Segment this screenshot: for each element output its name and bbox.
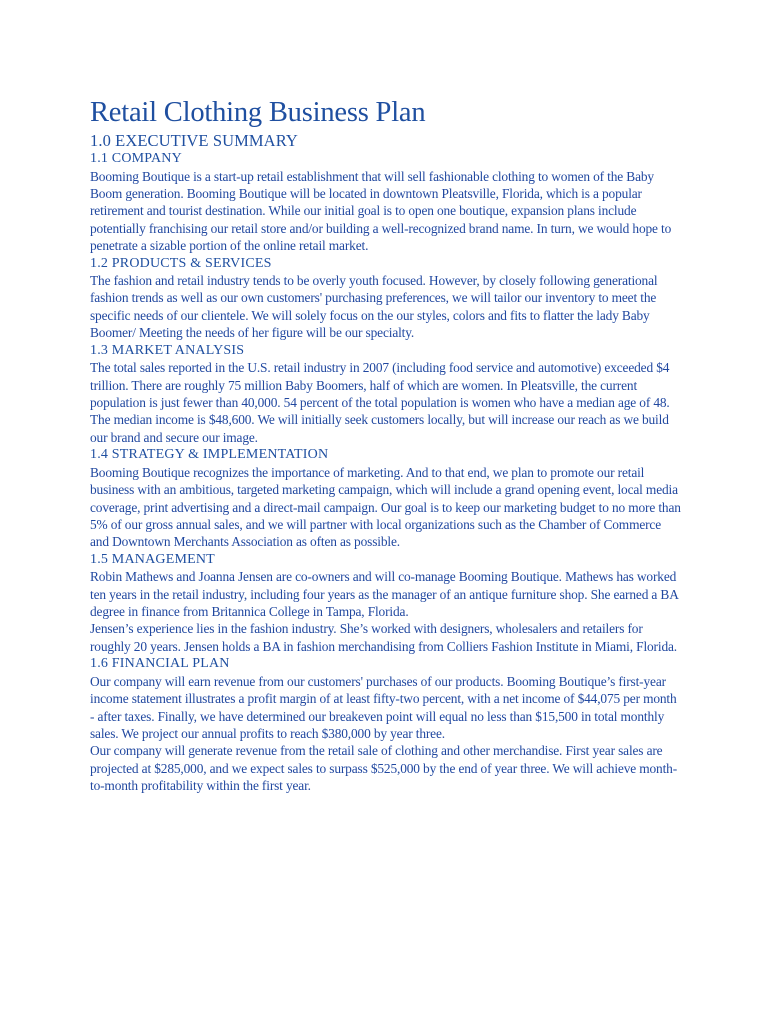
- section-heading: 1.5 MANAGEMENT: [90, 551, 215, 567]
- section-company: [90, 150, 682, 255]
- section-paragraph: Our company will earn revenue from our customers' purchases of our products. Booming Boutique’s first-year income statement illustrates a profit margin of at least fifty-two percent, with a net income of $44,075 per month - after taxes. Finally, we have determined our breakeven point will equal no less than $15,500 in total monthly sales. We project our annual profits to reach $380,000 by year three.: [90, 673, 677, 741]
- section-paragraph: Jensen’s experience lies in the fashion industry. She’s worked with designers, wholesalers and retailers for roughly 20 years. Jensen holds a BA in fashion merchandising from Colliers Fashion Institute in Miami, Florida.: [90, 621, 677, 654]
- section-products-services: [90, 255, 682, 342]
- section-heading: 1.3 MARKET ANALYSIS: [90, 342, 245, 358]
- section-strategy-implementation: [90, 446, 682, 551]
- section-market-analysis: [90, 342, 682, 447]
- section-paragraph: The total sales reported in the U.S. retail industry in 2007 (including food service and automotive) exceeded $4 trillion. There are roughly 75 million Baby Boomers, half of which are women. In Pleatsville, the current population is just fewer than 40,000. 54 percent of the total population is women who have a median age of 48. The median income is $48,600. We will initially seek customers locally, but will increase our reach as we build our brand and secure our image.: [90, 360, 670, 445]
- executive-summary-heading: 1.0 EXECUTIVE SUMMARY: [90, 131, 298, 150]
- section-heading: 1.2 PRODUCTS & SERVICES: [90, 255, 272, 271]
- section-paragraph: The fashion and retail industry tends to be overly youth focused. However, by closely following generational fashion trends as well as our own customers' purchasing preferences, we will tailor our inventory to meet the specific needs of our clientele. We will solely focus on the our styles, colors and fits to flatter the lady Baby Boomer/ Meeting the needs of her figure will be our specialty.: [90, 273, 658, 341]
- section-heading: 1.4 STRATEGY & IMPLEMENTATION: [90, 447, 329, 463]
- section-heading: 1.1 COMPANY: [90, 151, 182, 166]
- document-page: [90, 96, 682, 795]
- section-paragraph: Robin Mathews and Joanna Jensen are co-owners and will co-manage Booming Boutique. Mathews has worked ten years in the retail industry, including four years as the manager of an antique furniture shop. She earned a BA degree in finance from Britannica College in Tampa, Florida.: [90, 569, 678, 620]
- section-paragraph: Our company will generate revenue from the retail sale of clothing and other merchandise. First year sales are projected at $285,000, and we expect sales to surpass $525,000 by the end of year three. We will achieve month-to-month profitability within the first year.: [90, 743, 678, 794]
- section-paragraph: Booming Boutique recognizes the importance of marketing. And to that end, we plan to promote our retail business with an ambitious, targeted marketing campaign, which will include a grand opening event, local media coverage, print advertising and a direct-mail campaign. Our goal is to keep our marketing budget to no more than 5% of our gross annual sales, and we will partner with local organizations such as the Chamber of Commerce and Downtown Merchants Association as often as possible.: [90, 464, 681, 550]
- section-financial-plan: [90, 655, 682, 794]
- section-paragraph: Booming Boutique is a start-up retail establishment that will sell fashionable clothing to women of the Baby Boom generation. Booming Boutique will be located in downtown Pleatsville, Florida, which is a popular retirement and tourist destination. While our initial goal is to open one boutique, expansion plans include potentially franchising our retail store and/or building a well-recognized brand name. In turn, we would hope to penetrate a sizable portion of the online retail market.: [90, 168, 672, 254]
- document-title: Retail Clothing Business Plan: [90, 97, 426, 128]
- section-management: [90, 551, 682, 656]
- section-heading: 1.6 FINANCIAL PLAN: [90, 656, 230, 672]
